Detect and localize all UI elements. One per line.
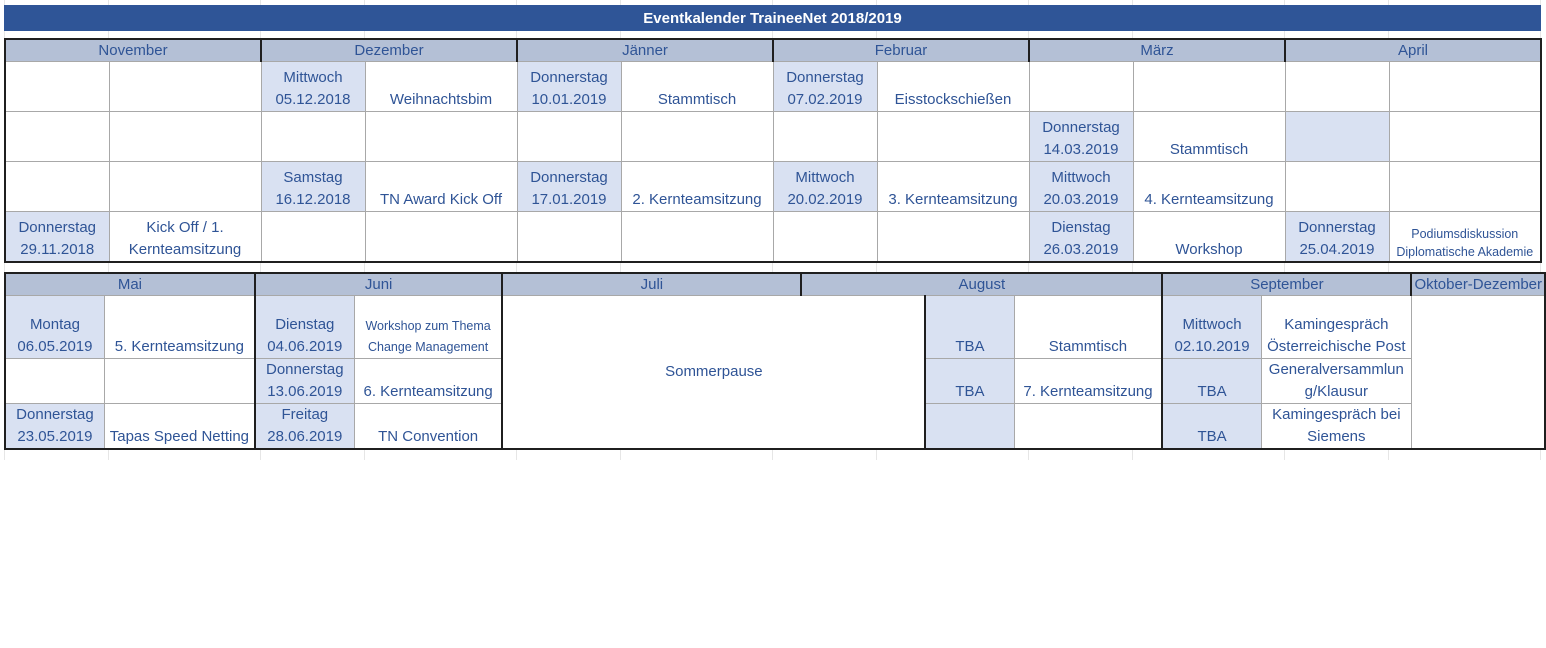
sommerpause-cell: Sommerpause (502, 296, 925, 450)
event-cell: Workshop zum Thema Change Management (354, 296, 502, 359)
month-header: November (5, 39, 261, 62)
date-cell: Donnerstag 23.05.2019 (5, 404, 104, 450)
event-cell: 7. Kernteamsitzung (1014, 359, 1162, 404)
date-cell: Donnerstag 10.01.2019 (517, 62, 621, 112)
event-cell (1389, 112, 1541, 162)
table-row (5, 62, 1541, 112)
month-header: Februar (773, 39, 1029, 62)
month-header: Juli (502, 273, 801, 296)
event-cell (1389, 162, 1541, 212)
event-cell: Generalversammlun g/Klausur (1261, 359, 1411, 404)
date-cell (773, 212, 877, 263)
date-cell (5, 162, 109, 212)
event-cell: Kamingespräch bei Siemens (1261, 404, 1411, 450)
event-cell (877, 212, 1029, 263)
date-cell (261, 112, 365, 162)
event-cell: Eisstockschießen (877, 62, 1029, 112)
event-cell: Stammtisch (1133, 112, 1285, 162)
event-cell: Workshop (1133, 212, 1285, 263)
event-cell (621, 212, 773, 263)
table-row (5, 162, 1541, 212)
event-cell: TN Award Kick Off (365, 162, 517, 212)
event-cell: Kick Off / 1. Kernteamsitzung (109, 212, 261, 263)
table-row (5, 212, 1541, 263)
event-cell: Stammtisch (621, 62, 773, 112)
date-cell: Mittwoch 02.10.2019 (1162, 296, 1261, 359)
date-cell (1029, 62, 1133, 112)
month-header: März (1029, 39, 1285, 62)
event-cell: Stammtisch (1014, 296, 1162, 359)
event-cell (621, 112, 773, 162)
month-header-row (5, 273, 1545, 296)
month-header: Jänner (517, 39, 773, 62)
date-cell: Donnerstag 13.06.2019 (255, 359, 354, 404)
month-header-row (5, 39, 1541, 62)
calendar-table-1 (4, 38, 1542, 263)
date-cell: Donnerstag 07.02.2019 (773, 62, 877, 112)
calendar-title: Eventkalender TraineeNet 2018/2019 (4, 5, 1541, 31)
date-cell: Donnerstag 14.03.2019 (1029, 112, 1133, 162)
date-cell: Dienstag 26.03.2019 (1029, 212, 1133, 263)
event-cell (1014, 404, 1162, 450)
event-cell (877, 112, 1029, 162)
date-cell (1285, 112, 1389, 162)
date-cell (773, 112, 877, 162)
date-cell (517, 212, 621, 263)
date-cell (1285, 62, 1389, 112)
table-row (5, 296, 1545, 359)
event-cell: Tapas Speed Netting (104, 404, 254, 450)
date-cell: Mittwoch 20.03.2019 (1029, 162, 1133, 212)
date-cell (5, 359, 104, 404)
date-cell: Freitag 28.06.2019 (255, 404, 354, 450)
date-cell (5, 112, 109, 162)
date-cell (925, 404, 1014, 450)
date-cell: TBA (925, 296, 1014, 359)
event-cell (109, 162, 261, 212)
date-cell: Donnerstag 29.11.2018 (5, 212, 109, 263)
month-header: Dezember (261, 39, 517, 62)
event-cell: Kamingespräch Österreichische Post (1261, 296, 1411, 359)
event-cell: 2. Kernteamsitzung (621, 162, 773, 212)
event-cell: 3. Kernteamsitzung (877, 162, 1029, 212)
month-header: September (1162, 273, 1411, 296)
date-cell: TBA (925, 359, 1014, 404)
date-cell (5, 62, 109, 112)
event-cell (1389, 62, 1541, 112)
date-cell (517, 112, 621, 162)
date-cell (1285, 162, 1389, 212)
event-cell (1133, 62, 1285, 112)
date-cell: Samstag 16.12.2018 (261, 162, 365, 212)
date-cell: Donnerstag 17.01.2019 (517, 162, 621, 212)
date-cell (261, 212, 365, 263)
date-cell: Dienstag 04.06.2019 (255, 296, 354, 359)
month-header: April (1285, 39, 1541, 62)
event-cell (109, 112, 261, 162)
event-cell: Weihnachtsbim (365, 62, 517, 112)
month-header: Mai (5, 273, 255, 296)
event-cell (109, 62, 261, 112)
event-cell: 4. Kernteamsitzung (1133, 162, 1285, 212)
date-cell: TBA (1162, 359, 1261, 404)
date-cell: TBA (1162, 404, 1261, 450)
date-cell: Mittwoch 20.02.2019 (773, 162, 877, 212)
calendar-table-2 (4, 272, 1546, 450)
date-cell: Donnerstag 25.04.2019 (1285, 212, 1389, 263)
event-cell: Podiumsdiskussion Diplomatische Akademie (1389, 212, 1541, 263)
event-cell: 5. Kernteamsitzung (104, 296, 254, 359)
date-cell: Mittwoch 05.12.2018 (261, 62, 365, 112)
event-cell (365, 112, 517, 162)
date-cell: Montag 06.05.2019 (5, 296, 104, 359)
event-cell: 6. Kernteamsitzung (354, 359, 502, 404)
month-header: Juni (255, 273, 503, 296)
table-row (5, 112, 1541, 162)
month-header: Oktober-Dezember (1411, 273, 1545, 296)
event-cell (365, 212, 517, 263)
event-cell: TN Convention (354, 404, 502, 450)
month-header: August (801, 273, 1162, 296)
event-cell (104, 359, 254, 404)
